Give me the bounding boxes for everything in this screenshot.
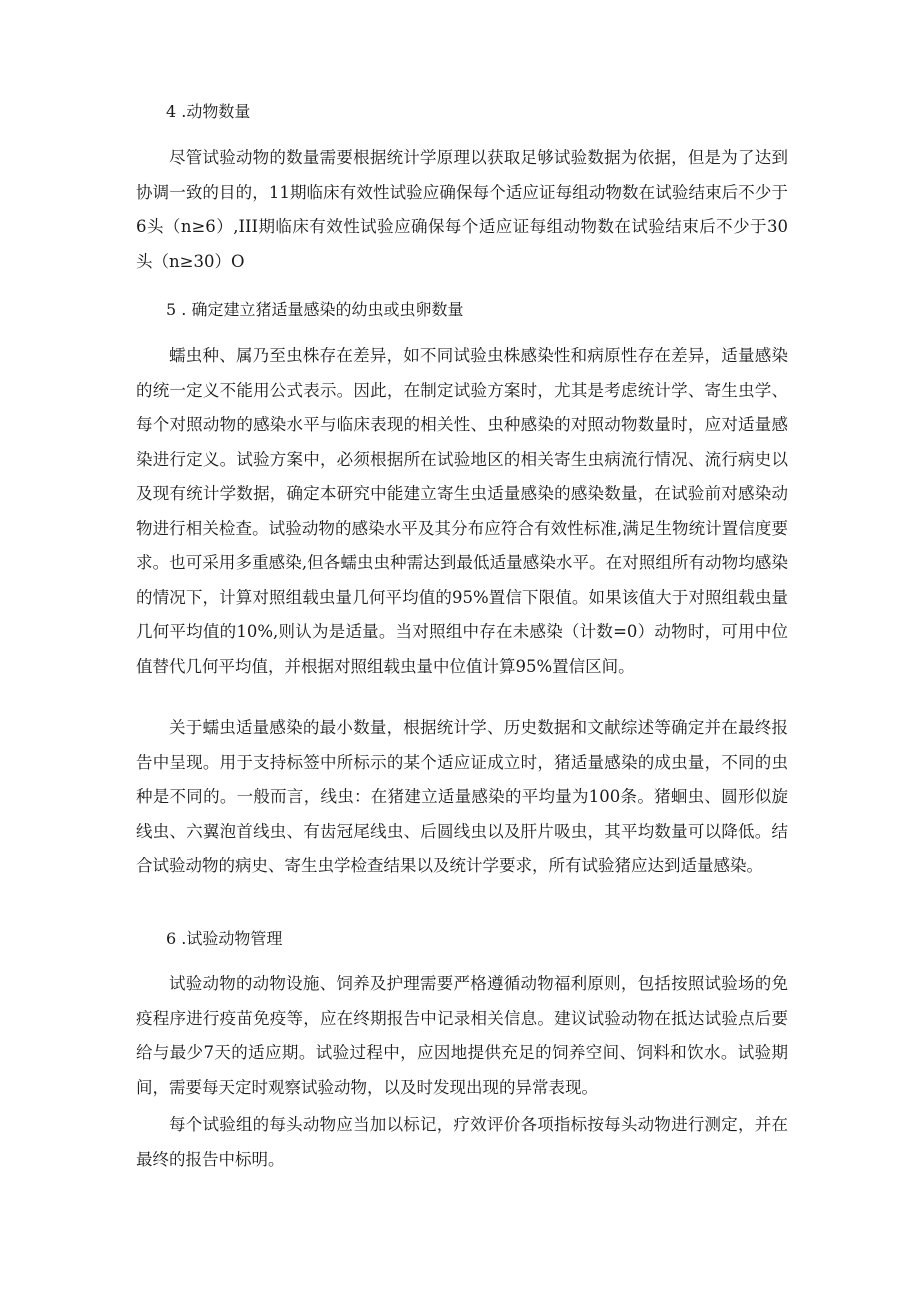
section-5-paragraph-2: 关于蠕虫适量感染的最小数量，根据统计学、历史数据和文献综述等确定并在最终报告中呈现。用于支持标签中所标示的某个适应证成立时，猪适量感染的成虫量，不同的虫种是不同的。一般而言，线虫：在猪建立适量感染的平均量为100条。猪蛔虫、圆形似旋线虫、六翼泡首线虫、有齿冠尾线虫、后圆线虫以及肝片吸虫，其平均数量可以降低。结合试验动物的病史、寄生虫学检查结果以及统计学要求，所有试验猪应达到适量感染。 — [136, 718, 788, 875]
section-5-heading: 5 . 确定建立猪适量感染的幼虫或虫卵数量 — [166, 300, 464, 319]
section-4-heading: 4 .动物数量 — [166, 102, 251, 121]
section-5-paragraph-1: 蠕虫种、属乃至虫株存在差异，如不同试验虫株感染性和病原性存在差异，适量感染的统一定义不能用公式表示。因此，在制定试验方案时，尤其是考虑统计学、寄生虫学、每个对照动物的感染水平与临床表现的相关性、虫种感染的对照动物数量时，应对适量感染进行定义。试验方案中，必须根据所在试验地区的相关寄生虫病流行情况、流行病史以及现有统计学数据，确定本研究中能建立寄生虫适量感染的感染数量，在试验前对感染动物进行相关检查。试验动物的感染水平及其分布应符合有效性标准,满足生物统计置信度要求。也可采用多重感染,但各蠕虫虫种需达到最低适量感染水平。在对照组所有动物均感染的情况下，计算对照组载虫量几何平均值的95%置信下限值。如果该值大于对照组载虫量几何平均值的10%,则认为是适量。当对照组中存在未感染（计数=0）动物时，可用中位值替代几何平均值，并根据对照组载虫量中位值计算95%置信区间。 — [136, 346, 788, 676]
section-6-paragraph-2: 每个试验组的每头动物应当加以标记，疗效评价各项指标按每头动物进行测定，并在最终的报告中标明。 — [136, 1115, 788, 1169]
section-4-paragraph: 尽管试验动物的数量需要根据统计学原理以获取足够试验数据为依据，但是为了达到协调一致的目的，11期临床有效性试验应确保每个适应证每组动物数在试验结束后不少于6头（n≥6）,III期临床有效性试验应确保每个适应证每组动物数在试验结束后不少于30头（n≥30）O — [136, 148, 788, 271]
section-6-paragraph-1: 试验动物的动物设施、饲养及护理需要严格遵循动物福利原则，包括按照试验场的免疫程序进行疫苗免疫等，应在终期报告中记录相关信息。建议试验动物在抵达试验点后要给与最少7天的适应期。试验过程中，应因地提供充足的饲养空间、饲料和饮水。试验期间，需要每天定时观察试验动物，以及时发现出现的异常表现。 — [136, 974, 788, 1097]
section-6-heading: 6 .试验动物管理 — [166, 929, 283, 948]
